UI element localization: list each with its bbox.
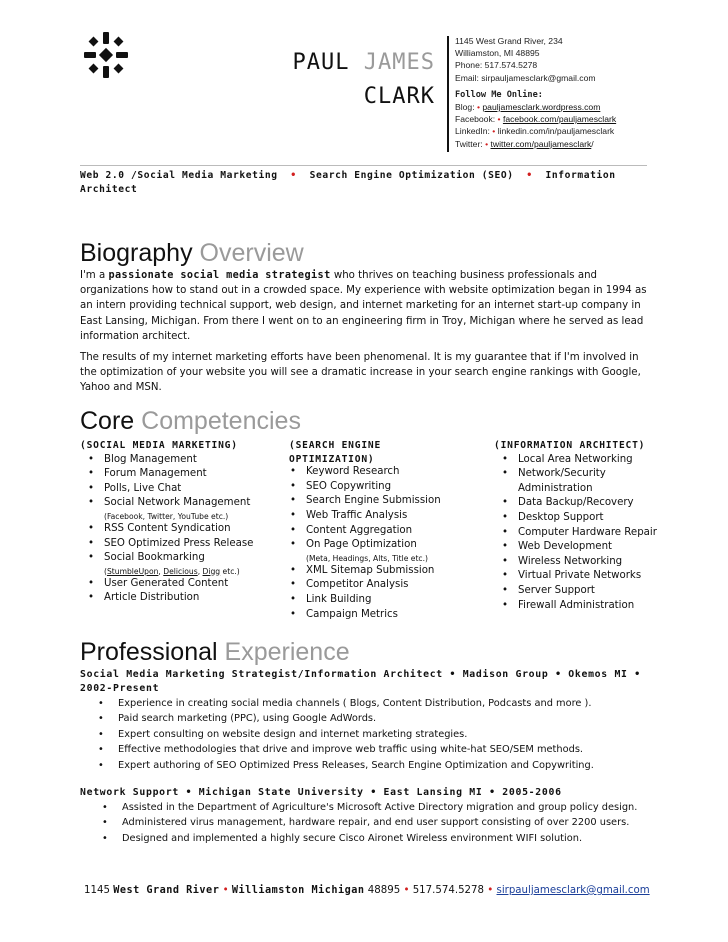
list-item-sub: (StumbleUpon, Delicious, Digg etc.) (104, 566, 240, 576)
footer-email-link[interactable]: sirpauljamesclark@gmail.com (496, 885, 650, 896)
contact-block (455, 35, 616, 150)
competency-column-ia (494, 439, 674, 613)
list-item: • Computer Hardware Repair (494, 526, 674, 541)
blog-link[interactable]: pauljamesclark.wordpress.com (482, 102, 601, 113)
list-item: • RSS Content Syndication (80, 522, 280, 537)
bullet-icon: • (485, 138, 489, 149)
list-item: • Wireless Networking (494, 555, 674, 570)
blog-label: Blog: (455, 102, 475, 113)
column-heading: (INFORMATION ARCHITECT) (494, 440, 646, 451)
asterisk-logo-icon (84, 32, 128, 78)
twitter-line (455, 138, 616, 150)
blog-line (455, 101, 616, 113)
bullet-icon: • (492, 126, 496, 137)
experience-title: Professional (80, 638, 218, 666)
list-item: • Blog Management (80, 453, 280, 468)
digg-link[interactable]: Digg (202, 566, 221, 576)
competencies-title: Core (80, 407, 135, 435)
list-item: • Designed and implemented a highly secure Cisco Aironet Wireless environment WIFI solution. (84, 831, 684, 846)
job1-dates: 2002-Present (80, 683, 160, 694)
list-item: • Content Aggregation (282, 524, 482, 539)
list-item: • Web Traffic Analysis (282, 509, 482, 524)
first-name: PAUL (292, 50, 350, 75)
list-item: • Search Engine Submission (282, 494, 482, 509)
bullet-icon: • (403, 885, 410, 896)
list-item: • Forum Management (80, 467, 280, 482)
twitter-label: Twitter: (455, 138, 483, 149)
experience-heading (80, 638, 350, 667)
twitter-tail: / (591, 138, 594, 149)
list-item: • Paid search marketing (PPC), using Google AdWords. (80, 711, 680, 726)
column-heading (282, 439, 482, 466)
footer-number: 1145 (84, 885, 110, 896)
job1-heading (80, 668, 650, 696)
list-item (80, 551, 280, 577)
bookmark-tail: etc.) (220, 566, 240, 576)
list-item-label: Social Bookmarking (104, 552, 205, 564)
list-item: • Experience in creating social media channels ( Blogs, Content Distribution, Podcasts and more ). (80, 696, 680, 711)
competencies-title-grey: Competencies (141, 407, 301, 435)
bullet-icon: • (222, 885, 229, 896)
last-name: CLARK (363, 84, 435, 109)
list-item: • User Generated Content (80, 577, 280, 592)
list-item: • Competitor Analysis (282, 578, 482, 593)
footer-city: Williamston Michigan (231, 885, 365, 896)
experience-title-grey: Experience (224, 638, 350, 666)
facebook-label: Facebook: (455, 114, 496, 125)
biography-title: Biography (80, 239, 193, 267)
stumbleupon-link[interactable]: StumbleUpon (106, 566, 159, 576)
duty-list (80, 696, 680, 773)
tagline-seo: Search Engine Optimization (SEO) (309, 170, 514, 181)
list-item (282, 538, 482, 564)
bullet-icon: • (487, 885, 494, 896)
linkedin-label: LinkedIn: (455, 126, 490, 137)
list-item: • Link Building (282, 593, 482, 608)
email-line: Email: sirpauljamesclark@gmail.com (455, 72, 596, 83)
bullet-icon: • (476, 102, 480, 113)
column-heading: (SOCIAL MEDIA MARKETING) (80, 440, 238, 451)
list-item: • Administered virus management, hardware repair, and end user support consisting of over 2200 users. (84, 815, 684, 830)
footer-street: West Grand River (113, 885, 220, 896)
twitter-link[interactable]: twitter.com/pauljamesclark (490, 138, 592, 149)
job1-title: Social Media Marketing Strategist/Information Architect • Madison Group • Okemos MI • (80, 669, 641, 680)
job2-heading: Network Support • Michigan State University • East Lansing MI • 2005-2006 (80, 787, 562, 798)
address-line: 1145 West Grand River, 234 (455, 36, 563, 46)
facebook-line (455, 113, 616, 125)
job1-duties (80, 696, 680, 773)
list-item-sub: (Facebook, Twitter, YouTube etc.) (104, 511, 229, 521)
phone-line: Phone: 517.574.5278 (455, 60, 538, 71)
list-item: • Network/Security Administration (494, 467, 674, 496)
list-item: • Polls, Live Chat (80, 482, 280, 497)
header-divider (447, 36, 449, 152)
list-item: • SEO Copywriting (282, 480, 482, 495)
list-item: • Effective methodologies that drive and improve web traffic using white-hat SEO/SEM methods. (80, 742, 680, 757)
tagline-ia-2: Architect (80, 183, 138, 195)
list-item-label: Social Network Management (104, 497, 251, 509)
column-heading-line-2: OPTIMIZATION) (289, 453, 375, 465)
list-item: • Expert authoring of SEO Optimized Press Releases, Search Engine Optimization and Copywriting. (80, 758, 680, 773)
duty-list (84, 800, 684, 846)
list-item-label: On Page Optimization (306, 539, 417, 551)
bio-start: I'm a (80, 270, 106, 281)
tagline-ia: Information (545, 170, 616, 181)
competency-column-seo (282, 439, 482, 622)
competency-list (494, 453, 674, 614)
job2-duties (84, 800, 684, 846)
name-line-1 (230, 50, 435, 75)
list-item: • Expert consulting on website design and internet marketing strategies. (80, 727, 680, 742)
competency-column-social (80, 439, 280, 606)
list-item: • Data Backup/Recovery (494, 496, 674, 511)
list-item: • XML Sitemap Submission (282, 564, 482, 579)
list-item: • Firewall Administration (494, 599, 674, 614)
list-item: • Article Distribution (80, 591, 280, 606)
middle-name: JAMES (363, 50, 435, 75)
bio-rest: who thrives on teaching business professionals and organizations how to stand out in a crowded space. My experience with website optimization began in 1994 as an intern providing technical support, web design, and internet marketing for an internet start-up company in East Lansing, Michigan. From there I went on to an engineering firm in Troy, Michigan where he served as lead information architect. (80, 270, 647, 342)
list-item: • Web Development (494, 540, 674, 555)
list-item: • Local Area Networking (494, 453, 674, 468)
bullet-icon: • (497, 114, 501, 125)
list-item: • Assisted in the Department of Agriculture's Microsoft Active Directory migration and group policy design. (84, 800, 684, 815)
list-item: • Desktop Support (494, 511, 674, 526)
delicious-link[interactable]: Delicious (163, 566, 198, 576)
list-item: • Campaign Metrics (282, 608, 482, 623)
follow-heading: Follow Me Online: (455, 89, 543, 100)
competency-list (80, 453, 280, 606)
facebook-link[interactable]: facebook.com/pauljamesclark (502, 114, 617, 125)
column-heading-line-1: (SEARCH ENGINE (289, 440, 382, 451)
footer (84, 885, 650, 896)
list-item-sub: (Meta, Headings, Alts, Title etc.) (306, 553, 428, 563)
footer-phone: 517.574.5278 (412, 885, 484, 896)
tagline-smm: Web 2.0 /Social Media Marketing (80, 170, 278, 181)
list-item: • Server Support (494, 584, 674, 599)
list-item: • Virtual Private Networks (494, 569, 674, 584)
footer-zip: 48895 (367, 885, 401, 896)
competency-list (282, 465, 482, 622)
biography-paragraph-1 (80, 268, 655, 344)
bio-bold: passionate social media strategist (108, 270, 331, 281)
linkedin-link[interactable]: linkedin.com/in/pauljamesclark (497, 126, 615, 137)
list-item: • SEO Optimized Press Release (80, 537, 280, 552)
list-item: • Keyword Research (282, 465, 482, 480)
biography-paragraph-2: The results of my internet marketing efforts have been phenomenal. It is my guarantee that if I'm involved in the optimization of your website you will see a dramatic increase in your search engine rankings with Google, Yahoo and MSN. (80, 352, 641, 394)
list-item (80, 496, 280, 522)
city-line: Williamston, MI 48895 (455, 48, 540, 59)
biography-title-grey: Overview (199, 239, 304, 267)
bullet-icon: • (284, 170, 304, 181)
tagline (80, 169, 650, 196)
biography-heading (80, 239, 304, 268)
linkedin-line (455, 125, 616, 137)
bullet-icon: • (520, 170, 540, 181)
competencies-heading (80, 407, 301, 436)
header-rule (80, 165, 647, 166)
